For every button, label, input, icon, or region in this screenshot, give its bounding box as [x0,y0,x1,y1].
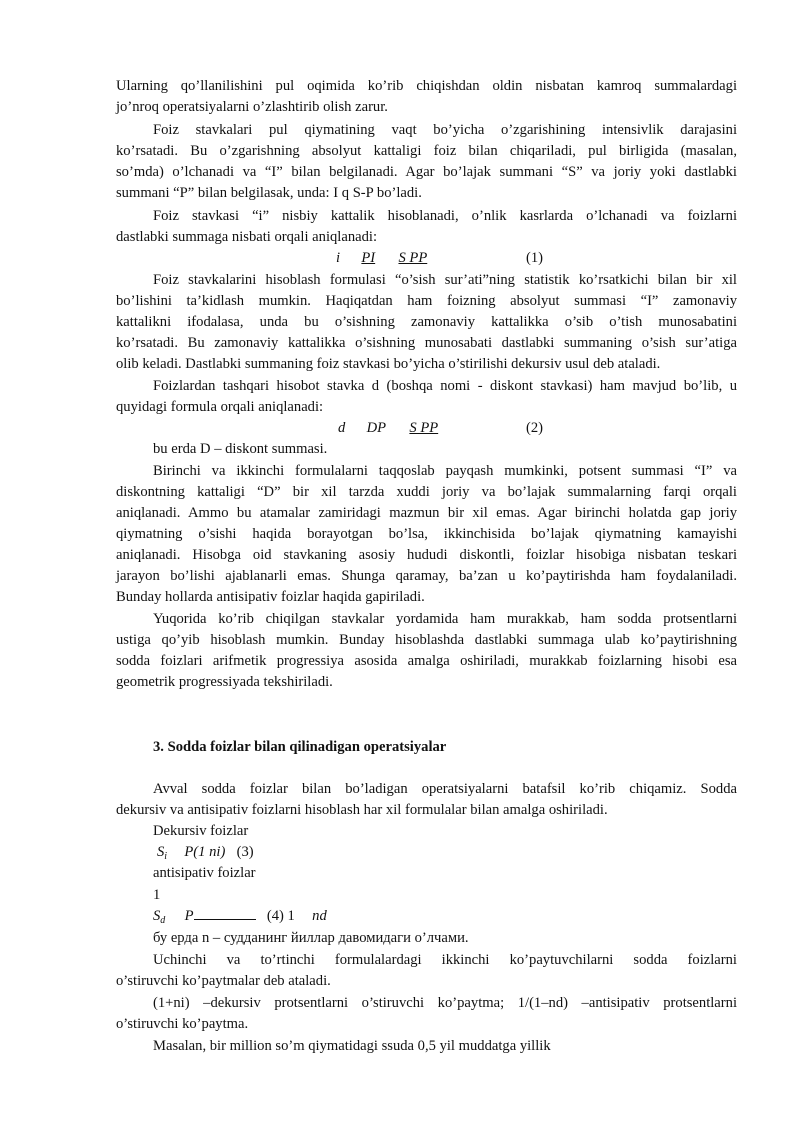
formula-2 [338,418,438,439]
paragraph-line: Ularning qo’llanilishini pul oqimida ko’rib chiqishdan oldin nisbatan kamroq summalardagi [116,78,737,94]
formula-2-number: (2) [526,420,544,436]
paragraph-line: jarayon bo’lishi ajablanarli emas. Shunga qaramay, ba’zan u ko’paytirishda ham foydalaniladi. [116,568,737,584]
paragraph-line: quyidagi formula orqali aniqlanadi: [116,399,324,415]
paragraph-line: ko’rsatadi. Bu zamonaviy kattalikka o’sishning munosabati dastlabki summaning o’sish sur’atiga [116,335,737,351]
formula-1 [336,248,427,269]
formula-1-lhs: i [336,250,341,266]
paragraph-line: Masalan, bir million so’m qiymatidagi ssuda 0,5 yil muddatga yillik [153,1038,551,1054]
paragraph-line: ko’rsatadi. Bu o’zgarishning absolyut kattaligi foiz bilan chiqariladi, pul birligida (masalan, [116,143,737,159]
formula-4-number: (4) [266,908,284,924]
paragraph-line: Avval sodda foizlar bilan bo’ladigan operatsiyalarni batafsil ko’rib chiqamiz. Sodda [153,781,737,797]
paragraph-line: Birinchi va ikkinchi formulalarni taqqoslab payqash mumkinki, potsent summasi “I” va [153,463,737,479]
paragraph-line: sodda foizlari arifmetik progressiya asosida amalga oshiriladi, murakkab foizlarning hisobi esa [116,653,737,669]
paragraph-line: aniqlanadi. Ammo bu atamalar zamiridagi mazmun bir xil emas. Agar birinchi holatda gap joriy [116,505,737,521]
paragraph-line: o’stiruvchi ko’paytma. [116,1016,249,1032]
fraction-bar [194,907,256,920]
formula-1-denominator: S PP [398,250,428,266]
formula-2-denominator: S PP [409,420,439,436]
formula-3-number: (3) [236,844,254,860]
paragraph-line: so’mda) o’lchanadi va “I” bilan belgilanadi. Agar bo’lajak summani “S” va joriy yoki dastlabki [116,164,737,180]
paragraph-line: dekursiv va antisipativ foizlarni hisoblash har xil formulalar bilan amalga oshiriladi. [116,802,608,818]
paragraph-line: qiymatning o’sishi haqida borayotgan bo’lsa, ikkinchisida bo’lajak qiymatning kamayishi [116,526,737,542]
paragraph-line: ustiga qo’yib hisoblash mumkin. Bunday hisoblashda dastlabki summaga ulab ko’paytirishning [116,632,737,648]
paragraph-line: Foiz stavkalarini hisoblash formulasi “o’sish sur’ati”ning statistik ko’rsatkichi bilan bir xil [153,272,737,288]
paragraph-line: jo’nroq operatsiyalarni o’zlashtirib olish zarur. [116,99,388,115]
formula-3 [157,842,254,865]
paragraph-line: Foiz stavkalari pul qiymatining vaqt bo’yicha o’zgarishining intensivlik darajasini [153,122,737,138]
formula-3-symbol: S [157,844,165,860]
paragraph-line: geometrik progressiyada tekshiriladi. [116,674,333,690]
formula-4-p: P [184,908,194,924]
formula-4-symbol: S [153,908,161,924]
paragraph-line: bo’lishini ta’kidlash mumkin. Haqiqatdan ham foizning absolyut summasi “I” zamonaviy [116,293,737,309]
formula-2-lhs: d [338,420,346,436]
paragraph-line: summani “P” bilan belgilasak, unda: I q S-P bo’ladi. [116,185,422,201]
section-heading: 3. Sodda foizlar bilan qilinadigan operatsiyalar [153,739,447,755]
paragraph-line: Uchinchi va to’rtinchi formulalardagi ikkinchi ko’paytuvchilarni sodda foizlarni [153,952,737,968]
formula-3-body: P(1 ni) [184,844,226,860]
paragraph-line: dastlabki summaga nisbati orqali aniqlanadi: [116,229,378,245]
paragraph-line: Foiz stavkasi “i” nisbiy kattalik hisoblanadi, o’nlik kasrlarda o’lchanadi va foizlarni [153,208,737,224]
paragraph-line: Dekursiv foizlar [153,823,249,839]
paragraph-line: antisipativ foizlar [153,865,256,881]
paragraph-line: bu erda D – diskont summasi. [153,441,328,457]
paragraph-line: o’stiruvchi ko’paytmalar deb ataladi. [116,973,331,989]
paragraph-line: (1+ni) –dekursiv protsentlarni o’stiruvchi ko’paytma; 1/(1–nd) –antisipativ protsentlarni [153,995,737,1011]
formula-4 [153,906,327,929]
formula-4-subscript: d [160,915,166,926]
formula-4-denominator-one: 1 [287,908,295,924]
paragraph-line: Yuqorida ko’rib chiqilgan stavkalar yordamida ham murakkab, ham sodda protsentlarni [153,611,737,627]
paragraph-line: diskontning kattaligi “D” bir xil tarzda xuddi joriy va bo’lajak summalarning farqi orqali [116,484,737,500]
formula-3-subscript: i [164,851,168,862]
paragraph-line: olib keladi. Dastlabki summaning foiz stavkasi bo’yicha o’stirilishi dekursiv usul deb ataladi. [116,356,661,372]
paragraph-line: Foizlardan tashqari hisobot stavka d (boshqa nomi - diskont stavkasi) ham mavjud bo’lib, u [153,378,737,394]
paragraph-line: kattalikni ifodalasa, unda bu o’sishning zamonaviy kattalikka o’sib o’tish munosabatini [116,314,737,330]
formula-2-numerator: DP [366,420,387,436]
paragraph-line: Bunday hollarda antisipativ foizlar haqida gapiriladi. [116,589,425,605]
formula-4-nd: nd [312,908,327,924]
formula-1-number: (1) [526,250,544,266]
formula-4-one: 1 [153,887,161,903]
paragraph-line: бу ерда n – судданинг йиллар давомидаги о’лчами. [153,930,469,946]
paragraph-line: aniqlanadi. Hisobga oid stavkaning asosiy hududi diskontli, foizlar hisobiga nisbatan teskari [116,547,737,563]
formula-1-numerator: PI [361,250,376,266]
